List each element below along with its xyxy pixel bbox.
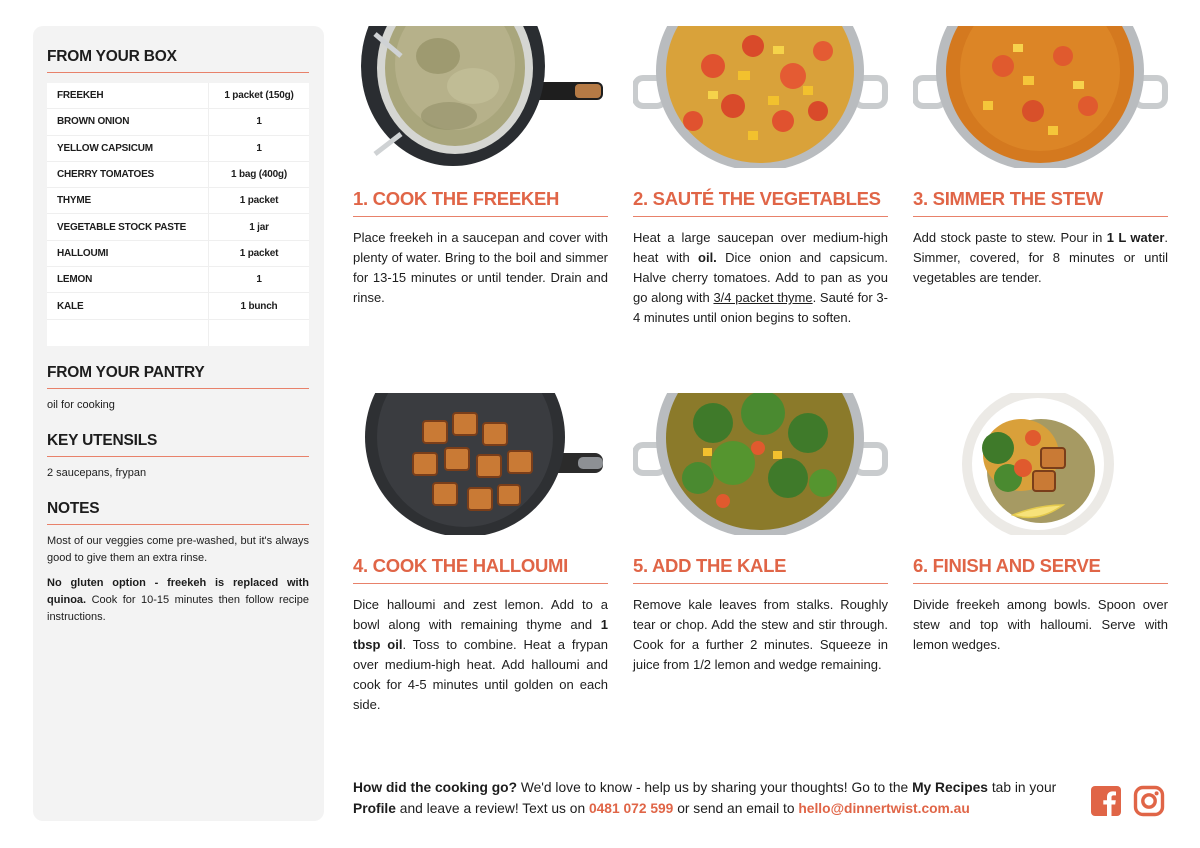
- ingredient-name: YELLOW CAPSICUM: [47, 136, 209, 161]
- step-3: [913, 26, 1168, 288]
- utensils-text: 2 saucepans, frypan: [47, 466, 147, 479]
- served-bowl-photo: [913, 393, 1168, 535]
- saute-vegetables-photo: [633, 26, 888, 168]
- footer-question: How did the cooking go?: [353, 780, 518, 795]
- feedback-footer: [353, 777, 1083, 819]
- step-3-title: 3. SIMMER THE STEW: [913, 188, 1168, 217]
- step-5-text: Remove kale leaves from stalks. Roughly tear or chop. Add the stew and stir through. Cook for a further 2 minutes. Squeeze in juice from 1/2 lemon and wedge remaining.: [633, 597, 888, 672]
- ingredient-qty: 1 bag (400g): [231, 169, 287, 181]
- step-3-water: 1 L water: [1106, 230, 1165, 245]
- step-3-text-a: Add stock paste to stew. Pour in: [913, 230, 1107, 245]
- ingredient-name: THYME: [47, 188, 209, 213]
- table-row: [47, 214, 309, 240]
- step-1-title: 1. COOK THE FREEKEH: [353, 188, 608, 217]
- footer-my-recipes: My Recipes: [912, 780, 988, 795]
- step-2-thyme: 3/4 packet thyme: [713, 290, 813, 305]
- table-row: [47, 83, 309, 109]
- step-2-text-b: Dice onion and capsicum. Halve cherry tomatoes. Add to pan as you go along with: [633, 250, 888, 305]
- kale-stew-photo: [633, 393, 888, 535]
- footer-text-a: We'd love to know - help us by sharing your thoughts! Go to the: [517, 780, 913, 795]
- table-row-empty: [47, 320, 309, 346]
- table-row: [47, 136, 309, 162]
- step-4-title: 4. COOK THE HALLOUMI: [353, 555, 608, 584]
- utensils-section: [47, 432, 309, 482]
- step-3-text-b: . Simmer, covered, for 8 minutes or until vegetables are tender.: [913, 230, 1169, 285]
- step-2-title: 2. SAUTÉ THE VEGETABLES: [633, 188, 888, 217]
- ingredient-name: FREEKEH: [47, 83, 209, 108]
- ingredient-name-empty: [47, 320, 209, 346]
- halloumi-frypan-photo: [353, 393, 608, 535]
- table-row: [47, 162, 309, 188]
- ingredient-qty: 1 jar: [249, 221, 269, 233]
- step-3-text: [913, 228, 1168, 288]
- step-2-oil: oil.: [698, 250, 717, 265]
- note-gluten-rest: Cook for 10-15 minutes then follow recipe instructions.: [47, 593, 309, 623]
- footer-text-c: and leave a review! Text us on: [395, 801, 589, 816]
- table-row: [47, 188, 309, 214]
- footer-email-link[interactable]: hello@dinnertwist.com.au: [798, 801, 970, 816]
- step-2-text-c: . Sauté for 3-4 minutes until onion begins to soften.: [633, 290, 888, 325]
- ingredient-qty: 1 bunch: [240, 300, 278, 312]
- step-5: [633, 393, 888, 675]
- step-4-text-b: . Toss to combine. Heat a frypan over medium-high heat. Add halloumi and cook for 4-5 minutes until golden on each side.: [353, 637, 608, 712]
- pantry-section: [47, 364, 309, 414]
- facebook-icon[interactable]: [1090, 785, 1122, 817]
- step-4-oil: 1 tbsp oil: [353, 617, 608, 652]
- step-6: [913, 393, 1168, 655]
- step-4-text-a: Dice halloumi and zest lemon. Add to a bowl along with remaining thyme and: [353, 597, 608, 632]
- ingredient-name: VEGETABLE STOCK PASTE: [47, 214, 209, 239]
- step-1: [353, 26, 608, 308]
- ingredient-qty: 1 packet: [239, 195, 279, 207]
- table-row: [47, 293, 309, 319]
- ingredient-qty: 1 packet: [239, 247, 279, 259]
- table-row: [47, 241, 309, 267]
- ingredients-sidebar: [33, 26, 324, 821]
- table-row: [47, 109, 309, 135]
- notes-heading: NOTES: [47, 500, 309, 525]
- pantry-text: oil for cooking: [47, 398, 115, 411]
- instagram-icon[interactable]: [1133, 785, 1165, 817]
- note-gluten-bold: No gluten option - freekeh is replaced with quinoa.: [47, 576, 309, 606]
- footer-phone-link[interactable]: 0481 072 599: [588, 801, 674, 816]
- from-your-pantry-heading: FROM YOUR PANTRY: [47, 364, 309, 389]
- note-gluten: [47, 575, 309, 626]
- step-2-text-a: Heat a large saucepan over medium-high heat with: [633, 230, 888, 265]
- step-4: [353, 393, 608, 715]
- ingredient-name: KALE: [47, 293, 209, 318]
- simmer-stew-photo: [913, 26, 1168, 168]
- ingredients-table: [47, 83, 309, 346]
- ingredient-name: HALLOUMI: [47, 241, 209, 266]
- ingredient-name: CHERRY TOMATOES: [47, 162, 209, 187]
- step-1-text: Place freekeh in a saucepan and cover with plenty of water. Bring to the boil and simmer for 13-15 minutes or until tender. Drain and rinse.: [353, 230, 608, 305]
- from-your-box-heading: FROM YOUR BOX: [47, 48, 309, 73]
- table-row: [47, 267, 309, 293]
- footer-profile: Profile: [353, 801, 396, 816]
- ingredient-qty: 1: [256, 142, 262, 154]
- step-4-text: [353, 595, 608, 715]
- notes-section: [47, 500, 309, 626]
- ingredient-qty: 1: [256, 274, 262, 286]
- step-2-text: [633, 228, 888, 328]
- sieve-freekeh-photo: [353, 26, 608, 168]
- key-utensils-heading: KEY UTENSILS: [47, 432, 309, 457]
- step-6-title: 6. FINISH AND SERVE: [913, 555, 1168, 584]
- step-5-title: 5. ADD THE KALE: [633, 555, 888, 584]
- footer-text-d: or send an email to: [673, 801, 799, 816]
- footer-text-b: tab in your: [987, 780, 1057, 795]
- step-2: [633, 26, 888, 328]
- ingredient-qty: 1 packet (150g): [224, 90, 294, 102]
- step-6-text: Divide freekeh among bowls. Spoon over stew and top with halloumi. Serve with lemon wedges.: [913, 597, 1168, 652]
- ingredient-name: LEMON: [47, 267, 209, 292]
- social-links: [1090, 785, 1165, 817]
- ingredient-qty: 1: [256, 116, 262, 128]
- note-veggies: Most of our veggies come pre-washed, but it's always good to give them an extra rinse.: [47, 534, 309, 564]
- ingredient-name: BROWN ONION: [47, 109, 209, 134]
